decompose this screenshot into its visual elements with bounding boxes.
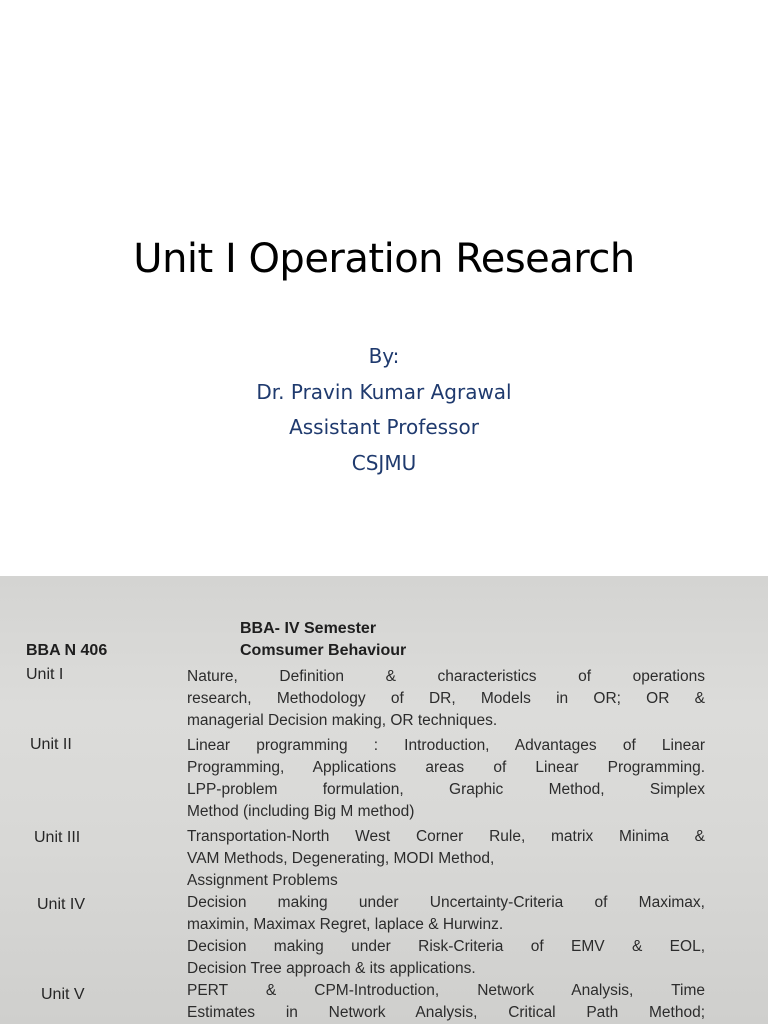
unit-description-line: Decision making under Uncertainty-Criteria of Maximax,	[187, 894, 705, 911]
author-byline	[0, 342, 768, 484]
unit-description-line: VAM Methods, Degenerating, MODI Method,	[187, 850, 495, 867]
unit-description-line: Assignment Problems	[187, 872, 338, 889]
unit-description-line: Decision making under Risk-Criteria of EMV & EOL,	[187, 938, 705, 955]
unit-label: Unit V	[41, 986, 85, 1003]
unit-description-line: Transportation-North West Corner Rule, matrix Minima &	[187, 828, 705, 845]
unit-description-line: PERT & CPM-Introduction, Network Analysis, Time	[187, 982, 705, 999]
unit-description-line: Method (including Big M method)	[187, 803, 415, 820]
author-name: Dr. Pravin Kumar Agrawal	[256, 379, 512, 404]
byline-prefix: By:	[368, 344, 400, 368]
slide-title: Unit I Operation Research	[133, 236, 635, 282]
unit-description-line: LPP-problem formulation, Graphic Method, Simplex	[187, 781, 705, 798]
author-institution: CSJMU	[351, 450, 417, 475]
unit-description-line: Nature, Definition & characteristics of operations	[187, 668, 705, 685]
unit-description-line: Decision Tree approach & its applications.	[187, 960, 476, 977]
unit-label: Unit IV	[37, 896, 86, 913]
unit-description-line: Linear programming : Introduction, Advantages of Linear	[187, 737, 705, 754]
unit-label: Unit II	[30, 736, 72, 753]
course-code: BBA N 406	[26, 642, 108, 659]
unit-description-line: research, Methodology of DR, Models in OR; OR &	[187, 690, 705, 707]
author-designation: Assistant Professor	[289, 415, 479, 439]
unit-description-line: maximin, Maximax Regret, laplace & Hurwinz.	[187, 916, 504, 933]
unit-description-line: Programming, Applications areas of Linear Programming.	[187, 759, 705, 776]
course-name: Comsumer Behaviour	[240, 642, 407, 659]
unit-label: Unit III	[34, 829, 81, 846]
semester-heading: BBA- IV Semester	[240, 620, 377, 637]
unit-description-line: managerial Decision making, OR techniques.	[187, 712, 498, 729]
syllabus-photo	[0, 576, 768, 1024]
unit-label: Unit I	[26, 666, 64, 683]
unit-description-line: Estimates in Network Analysis, Critical Path Method;	[187, 1004, 705, 1021]
